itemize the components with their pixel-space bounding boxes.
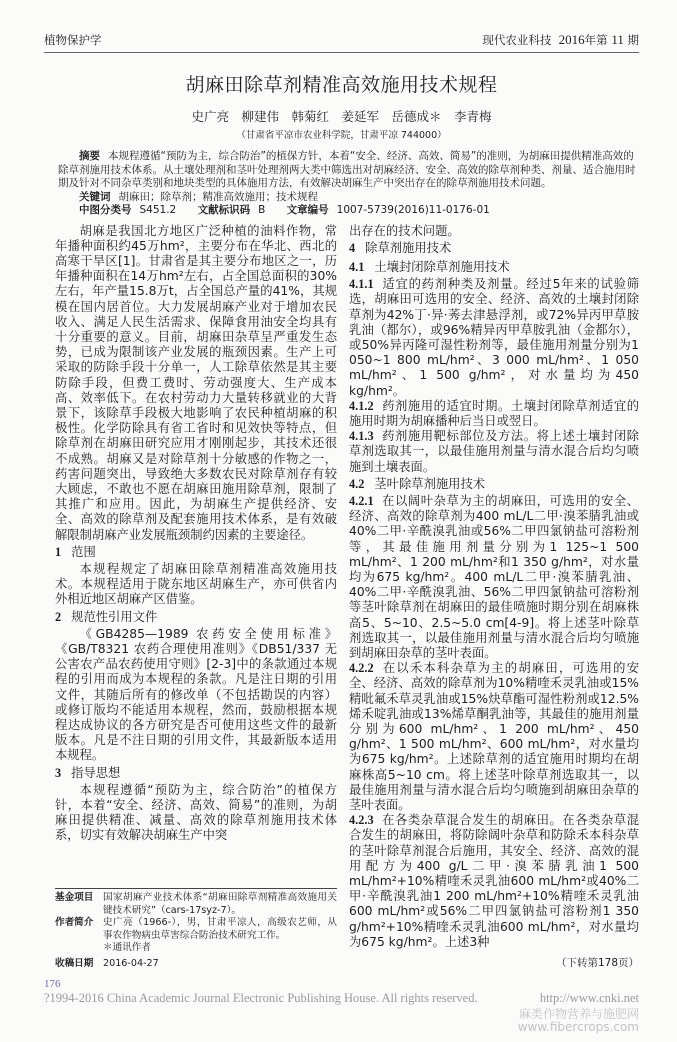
section-number: 2 bbox=[55, 609, 62, 624]
issue-suffix: 期 bbox=[627, 33, 639, 47]
article-no-label: 文章编号 bbox=[286, 204, 329, 216]
section-number: 4.1.3 bbox=[349, 429, 374, 444]
section-number: 4.2 bbox=[349, 476, 365, 491]
section-number: 4.2.3 bbox=[349, 813, 374, 828]
corresponding-author-note: ＊通讯作者 bbox=[103, 942, 151, 954]
doc-code-value: B bbox=[258, 204, 266, 216]
section-number: 4.2.2 bbox=[349, 661, 374, 676]
cnki-link[interactable]: http://www.cnki.net bbox=[539, 991, 639, 1006]
running-header-journal bbox=[482, 32, 639, 48]
keywords: 胡麻田；除草剂；精准高效施用；技术规程 bbox=[118, 190, 318, 203]
section-title: 规范性引用文件 bbox=[71, 609, 158, 624]
journal-issue: 11 bbox=[611, 32, 624, 47]
paragraph: 本规程规定了胡麻田除草剂精准高效施用技术。本规程适用于陇东地区胡麻生产，亦可供省内外相近地区胡麻产区借鉴。 bbox=[55, 561, 337, 607]
watermark bbox=[518, 1008, 639, 1034]
author-bio-text: 史广亮（1966-），男，甘肃平凉人，高级农艺师，从事农作物病虫草害综合防治技术研究工作。 bbox=[103, 917, 337, 941]
doc-code-label: 文献标识码 bbox=[197, 204, 251, 216]
author-bio-label: 作者简介 bbox=[55, 917, 94, 929]
section-heading bbox=[55, 545, 337, 560]
fund-text: 国家胡麻产业技术体系“胡麻田除草剂精准高效施用关键技术研究”（cars-17syz-7）。 bbox=[103, 892, 337, 916]
paragraph-text: 在以禾本科杂草为主的胡麻田，可选用的安全、经济、高效的除草剂为10%精喹禾灵乳油或15%精吡氟禾草灵乳油或15%炔草酯可湿性粉剂或12.5%烯禾啶乳油或13%烯草酮乳油等，其最佳的施用剂量分别为600 mL/hm²、1 200 mL/hm²、450 g/hm²、1 500 mL/hm²、600 mL/hm²，对水量均为675 kg/hm²。上述除草剂的适宜施用时期均在胡麻株高5~10 cm。将上述茎叶除草剂选取其一，以最佳施用剂量与清水混合后均匀喷施到胡麻田杂草的茎叶表面。 bbox=[349, 661, 639, 813]
affiliation: （甘肃省平凉市农业科学院，甘肃平凉 744000） bbox=[236, 130, 447, 141]
section-number: 1 bbox=[55, 544, 62, 559]
section-title: 除草剂施用技术 bbox=[365, 240, 452, 255]
section-number: 4.2.1 bbox=[349, 493, 374, 508]
copyright-notice: ?1994-2016 China Academic Journal Electronic Publishing House. All rights reserved. bbox=[44, 991, 478, 1006]
clc-label: 中图分类号 bbox=[79, 204, 132, 216]
abstract-label: 摘要 bbox=[79, 150, 100, 162]
paragraph-text: 在以阔叶杂草为主的胡麻田，可选用的安全、经济、高效的除草剂为400 mL/L二甲·溴苯腈乳油或40%二甲·辛酰溴乳油或56%二甲四氯钠盐可溶粉剂等，其最佳施用剂量分别为1 125~1 500 mL/hm²、1 200 mL/hm²和1 350 g/hm²，对水量均为675 kg/hm²。400 mL/L二甲·溴苯腈乳油、40%二甲·辛酰溴乳油、56%二甲四氯钠盐可溶粉剂等茎叶除草剂在胡麻田的最佳喷施时期分别在胡麻株高5、5~10、2.5~5.0 cm[4-9]。将上述茎叶除草剂选取其一，以最佳施用剂量与清水混合后均匀喷施到胡麻田杂草的茎叶表面。 bbox=[349, 493, 639, 660]
abstract-text: 本规程遵循“预防为主，综合防治”的植保方针，本着“安全、经济、高效、简易”的准则，为胡麻田提供精准高效的除草剂施用技术体系。从土壤处理剂和茎叶处理剂两大类中筛选出对胡麻经济、安全、高效的除草剂种类、剂量、适合施用时期及针对不同杂草类别和地块类型的具体施用方法，有效解决胡麻生产中突出存在的除草剂施用技术问题。 bbox=[58, 150, 636, 189]
page-footer bbox=[44, 978, 639, 1034]
abstract-block bbox=[58, 150, 639, 218]
watermark-url: www.fibercrops.com bbox=[517, 1020, 639, 1035]
continued-note: （下转第178页） bbox=[555, 957, 639, 970]
journal-year: 2016 bbox=[558, 32, 585, 47]
paragraph bbox=[349, 494, 639, 661]
page-number: 176 bbox=[44, 978, 61, 991]
paragraph: 本规程遵循“预防为主，综合防治”的植保方针，本着“安全、经济、高效、简易”的准则，为胡麻田提供精准、减量、高效的除草剂施用技术体系，切实有效解决胡麻生产中突 bbox=[55, 782, 337, 843]
section-heading bbox=[55, 610, 337, 625]
paper-title: 胡麻田除草剂精准高效施用技术规程 bbox=[185, 74, 498, 96]
section-title: 土壤封闭除草剂施用技术 bbox=[374, 259, 510, 274]
paragraph: 《GB4285—1989 农药安全使用标准》《GB/T8321 农药合理使用准则》《DB51/337 无公害农产品农药使用守则》[2-3]中的条款通过本规程的引用而成为本规程的条款。凡是注日期的引用文件，其随后所有的修改单（不包括勘误的内容）或修订版均不能适用本规程，然而，鼓励根据本规程达成协议的各方研究是否可使用这些文件的最新版本。凡是不注日期的引用文件，其最新版本适用本规程。 bbox=[55, 626, 337, 763]
year-suffix: 年第 bbox=[584, 33, 608, 47]
paragraph bbox=[349, 661, 639, 813]
section-title: 茎叶除草剂施用技术 bbox=[374, 476, 486, 491]
section-number: 4 bbox=[349, 240, 356, 255]
section-number: 4.1.2 bbox=[349, 398, 374, 413]
section-title: 指导思想 bbox=[71, 765, 121, 780]
journal-name: 现代农业科技 bbox=[482, 33, 552, 47]
paragraph bbox=[349, 429, 639, 475]
footer-row bbox=[44, 991, 639, 1034]
running-header-section: 植物保护学 bbox=[44, 33, 102, 47]
received-date: 2016-04-27 bbox=[103, 957, 159, 969]
section-title: 范围 bbox=[71, 544, 96, 559]
paragraph-text: 药剂施用靶标部位及方法。将上述土壤封闭除草剂选取其一，以最佳施用剂量与清水混合后均匀喷施到土壤表面。 bbox=[349, 429, 639, 474]
watermark-site-name: 麻类作物营养与施肥网 bbox=[518, 1007, 639, 1022]
paragraph bbox=[349, 399, 639, 429]
received-date-label: 收稿日期 bbox=[55, 957, 94, 969]
footnote-block bbox=[55, 888, 337, 970]
section-number: 4.1.1 bbox=[349, 277, 374, 292]
paragraph-text: 在各类杂草混合发生的胡麻田。在各类杂草混合发生的胡麻田，将防除阔叶杂草和防除禾本科杂草的茎叶除草剂混合后施用，其安全、经济、高效的混用配方为400 g/L二甲·溴苯腈乳油1 500 mL/hm²+10%精喹禾灵乳油600 mL/hm²或40%二甲·辛酰溴乳油1 200 mL/hm²+10%精喹禾灵乳油600 mL/hm²或56%二甲四氯钠盐可溶粉剂1 350 g/hm²+10%精喹禾灵乳油600 mL/hm²，对水量均为675 kg/hm²。上述3种 bbox=[349, 813, 639, 949]
paragraph: 出存在的技术问题。 bbox=[349, 223, 460, 238]
section-number: 4.1 bbox=[349, 259, 365, 274]
section-heading bbox=[55, 766, 337, 781]
subsection-heading bbox=[349, 260, 639, 275]
subsection-heading bbox=[349, 477, 639, 492]
keywords-label: 关键词 bbox=[79, 190, 111, 203]
right-column bbox=[349, 224, 639, 971]
clc-value: S451.2 bbox=[139, 204, 177, 216]
paragraph bbox=[349, 277, 639, 399]
body-columns bbox=[55, 224, 639, 971]
left-column bbox=[55, 224, 337, 971]
section-heading bbox=[349, 241, 639, 256]
paragraph-text: 适宜的药剂种类及剂量。经过5年来的试验筛选，胡麻田可选用的安全、经济、高效的土壤封闭除草剂为42%丁·异·莠去津悬浮剂，或72%异丙甲草胺乳油（都尔），或96%精异丙甲草胺乳油（金都尔），或50%异丙隆可湿性粉剂等，最佳施用剂量分别为1 050~1 800 mL/hm²、3 000 mL/hm²、1 050 mL/hm²、1 500 g/hm²，对水量均为450 kg/hm²。 bbox=[349, 277, 639, 398]
running-header bbox=[44, 32, 639, 53]
intro-paragraph: 胡麻是我国北方地区广泛种植的油料作物，常年播种面积约45万hm²，主要分布在华北、西北的高寒干旱区[1]。甘肃省是其主要分布地区之一，历年播种面积在14万hm²左右，占全国总面积的30%左右，年产量15.8万t，占全国总产量的41%，其规模在国内居首位。大力发展胡麻产业对于增加农民收入、满足人民生活需求、保障食用油安全均具有十分重要的意义。目前，胡麻田杂草呈严重发生态势，已成为限制该产业发展的瓶颈因素。生产上可采取的防除手段十分单一，人工除草依然是其主要防除手段，但费工费时、劳动强度大、生产成本高、效率低下。在农村劳动力大量转移就业的大背景下，该除草手段极大地影响了农民种植胡麻的积极性。化学防除具有省工省时和见效快等特点，但除草剂在胡麻田研究应用才刚刚起步，其技术还很不成熟。胡麻又是对除草剂十分敏感的作物之一，药害问题突出，导致绝大多数农民对除草剂存有较大顾虑，不敢也不愿在胡麻田施用除草剂，限制了其推广和应用。因此，为胡麻生产提供经济、安全、高效的除草剂及配套施用技术体系，是有效破解限制胡麻产业发展瓶颈制约因素的主要途径。 bbox=[55, 223, 337, 542]
paragraph bbox=[349, 813, 639, 950]
authors: 史广亮 柳建伟 韩菊红 姜延军 岳德成＊ 李青梅 bbox=[191, 109, 492, 124]
section-number: 3 bbox=[55, 765, 62, 780]
paragraph-text: 药剂施用的适宜时期。土壤封闭除草剂适宜的施用时期为胡麻播种后当日或翌日。 bbox=[349, 398, 639, 428]
article-no-value: 1007-5739(2016)11-0176-01 bbox=[336, 204, 490, 216]
footnote-area bbox=[55, 852, 337, 970]
fund-label: 基金项目 bbox=[55, 892, 94, 904]
